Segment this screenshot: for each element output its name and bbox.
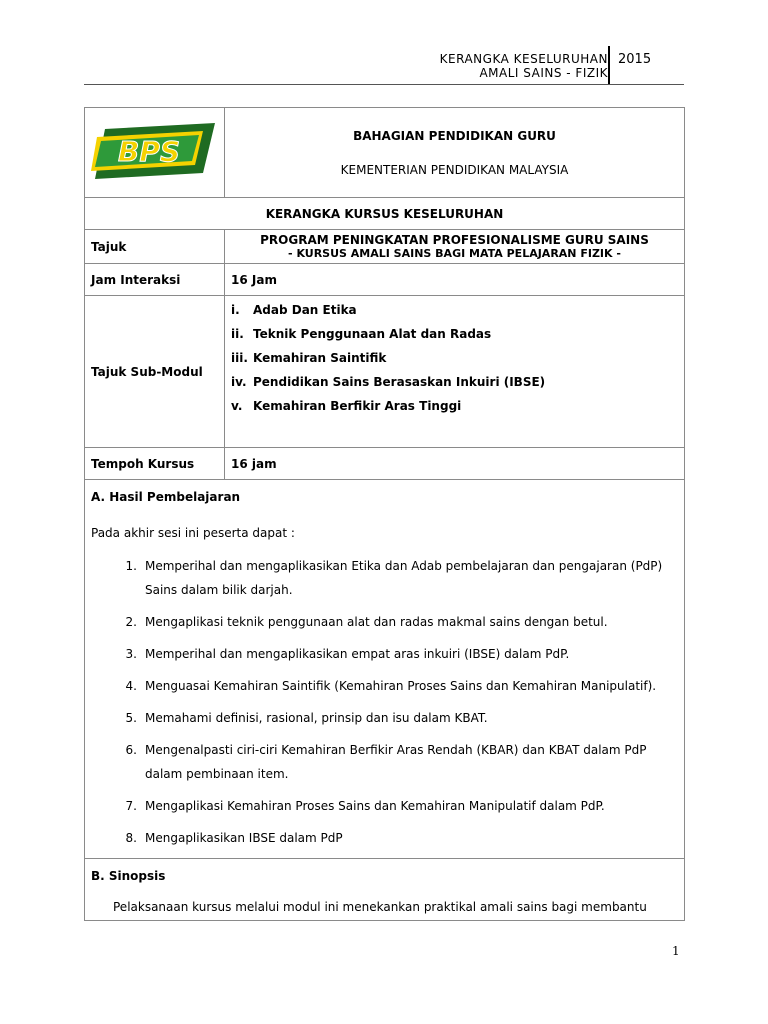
- section-b-title: B. Sinopsis: [91, 869, 166, 883]
- list-item: 3. Memperihal dan mengaplikasikan empat aras inkuiri (IBSE) dalam PdP.: [125, 647, 570, 661]
- header-title-line2: AMALI SAINS - FIZIK: [479, 66, 608, 80]
- list-item: 1. Memperihal dan mengaplikasikan Etika dan Adab pembelajaran dan pengajaran (PdP) Sains dalam bilik darjah.: [125, 559, 663, 597]
- jam-value: 16 Jam: [225, 264, 685, 296]
- section-b-row: [85, 859, 685, 921]
- list-item: ii. Teknik Penggunaan Alat dan Radas: [231, 327, 492, 341]
- logo-cell: [85, 108, 225, 198]
- tajuk-row: [85, 230, 685, 264]
- framework-title: KERANGKA KURSUS KESELURUHAN: [85, 198, 685, 230]
- jam-label: Jam Interaksi: [85, 264, 225, 296]
- list-item: 2. Mengaplikasi teknik penggunaan alat dan radas makmal sains dengan betul.: [125, 615, 608, 629]
- section-a-title: A. Hasil Pembelajaran: [91, 490, 241, 504]
- org-name: BAHAGIAN PENDIDIKAN GURU: [353, 128, 556, 143]
- logo-text: BPS: [117, 135, 180, 168]
- list-item: 7. Mengaplikasi Kemahiran Proses Sains dan Kemahiran Manipulatif dalam PdP.: [125, 799, 605, 813]
- list-item: iv. Pendidikan Sains Berasaskan Inkuiri (IBSE): [231, 375, 546, 389]
- submodul-cell: [225, 296, 685, 448]
- list-item: 5. Memahami definisi, rasional, prinsip dan isu dalam KBAT.: [125, 711, 488, 725]
- list-item: 6. Mengenalpasti ciri-ciri Kemahiran Berfikir Aras Rendah (KBAR) dan KBAT dalam PdP dalam pembinaan item.: [125, 743, 647, 781]
- tajuk-line2: - KURSUS AMALI SAINS BAGI MATA PELAJARAN FIZIK -: [288, 246, 621, 260]
- running-header-title: [440, 52, 608, 80]
- tempoh-label: Tempoh Kursus: [85, 448, 225, 480]
- submodul-list: [231, 298, 678, 418]
- section-a-intro: Pada akhir sesi ini peserta dapat :: [91, 526, 295, 540]
- submodul-label: Tajuk Sub-Modul: [85, 296, 225, 448]
- list-item: iii. Kemahiran Saintifik: [231, 351, 387, 365]
- org-row: [85, 108, 685, 198]
- tempoh-row: [85, 448, 685, 480]
- header-title-line1: KERANGKA KESELURUHAN: [439, 52, 608, 66]
- list-item: i. Adab Dan Etika: [231, 303, 357, 317]
- list-item: 8. Mengaplikasikan IBSE dalam PdP: [125, 831, 343, 845]
- section-a-row: [85, 480, 685, 859]
- tajuk-line1: PROGRAM PENINGKATAN PROFESIONALISME GURU SAINS: [260, 232, 649, 247]
- synopsis-text: Pelaksanaan kursus melalui modul ini menekankan praktikal amali sains bagi membantu: [113, 900, 647, 914]
- list-item: v. Kemahiran Berfikir Aras Tinggi: [231, 399, 462, 413]
- section-a-cell: [85, 480, 685, 859]
- header-rule: [84, 84, 684, 85]
- list-item: 4. Menguasai Kemahiran Saintifik (Kemahiran Proses Sains dan Kemahiran Manipulatif).: [125, 679, 657, 693]
- framework-title-row: [85, 198, 685, 230]
- tajuk-value: [225, 230, 685, 264]
- bps-logo: [91, 119, 219, 183]
- ministry-name: KEMENTERIAN PENDIDIKAN MALAYSIA: [340, 162, 569, 177]
- learning-outcomes-list: [91, 554, 678, 850]
- tempoh-value: 16 jam: [225, 448, 685, 480]
- submodul-row: [85, 296, 685, 448]
- jam-row: [85, 264, 685, 296]
- header-year: 2015: [618, 52, 652, 67]
- course-framework-table: [84, 107, 685, 921]
- org-cell: [225, 108, 685, 198]
- header-divider: [608, 46, 610, 84]
- section-b-cell: [85, 859, 685, 921]
- page-number: 1: [672, 944, 680, 958]
- tajuk-label: Tajuk: [85, 230, 225, 264]
